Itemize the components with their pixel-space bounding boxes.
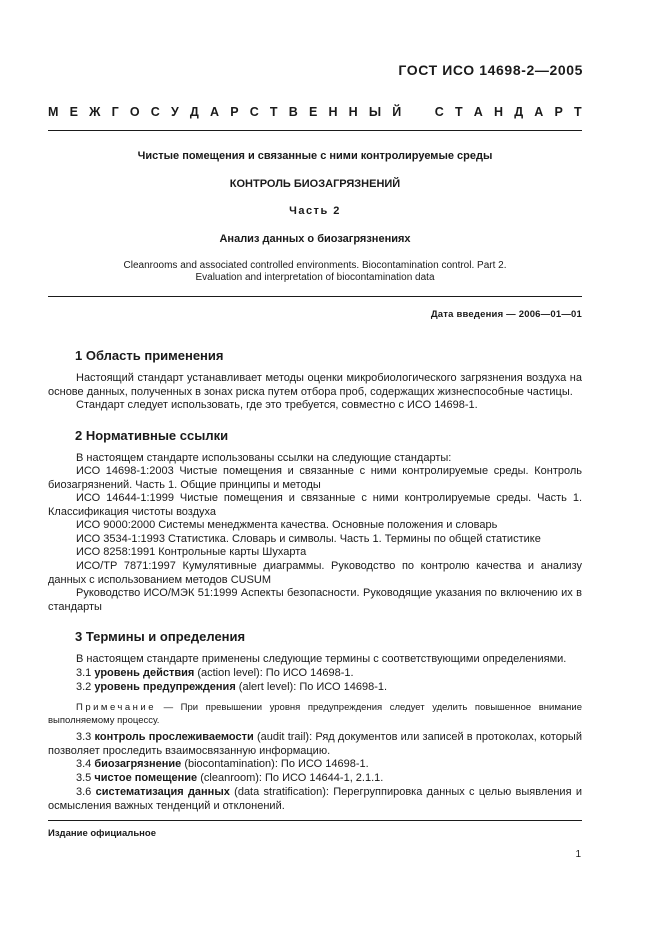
term-definition: (audit trail): Ряд документов или записей в протоколах, который позволяет проследить взаимосвязанную информацию.	[48, 731, 582, 757]
reference-iso-tr-7871: ИСО/ТР 7871:1997 Кумулятивные диаграммы. Руководство по контролю качества и анализу данных с использованием методов CUSUM	[48, 560, 582, 586]
term-definition: (cleanroom): По ИСО 14644-1, 2.1.1.	[197, 772, 384, 784]
title-divider	[48, 296, 582, 297]
official-edition-label: Издание официальное	[48, 828, 156, 839]
term-name: уровень предупреждения	[94, 681, 236, 693]
title-line-1: Чистые помещения и связанные с ними контролируемые среды	[137, 150, 493, 162]
term-3-4	[48, 758, 582, 772]
term-definition: (alert level): По ИСО 14698-1.	[235, 681, 388, 693]
title-part: Часть 2	[289, 205, 341, 217]
banner-letter: Т	[454, 105, 463, 119]
banner-letter: Т	[574, 105, 582, 119]
note	[48, 701, 582, 727]
section-2-heading: 2 Нормативные ссылки	[75, 428, 229, 443]
section-3-heading: 3 Термины и определения	[75, 629, 246, 644]
banner-letter: Ы	[368, 105, 382, 119]
banner-letter: Р	[230, 105, 239, 119]
interstate-standard-banner	[48, 105, 582, 119]
english-title-1: Cleanrooms and associated controlled environments. Biocontamination control. Part 2.	[123, 260, 507, 271]
term-number: 3.2	[76, 681, 92, 693]
term-name: чистое помещение	[94, 772, 198, 784]
reference-iso-14644-1: ИСО 14644-1:1999 Чистые помещения и связанные с ними контролируемые среды. Часть 1. Классификация чистоты воздуха	[48, 492, 582, 518]
title-line-2: КОНТРОЛЬ БИОЗАГРЯЗНЕНИЙ	[229, 178, 401, 190]
english-title-2: Evaluation and interpretation of biocontamination data	[195, 272, 435, 283]
banner-letter: Н	[348, 105, 358, 119]
banner-letter: Т	[269, 105, 278, 119]
banner-letter: Д	[189, 105, 199, 119]
term-number: 3.6	[76, 786, 92, 798]
banner-letter: Е	[308, 105, 318, 119]
introduction-date: Дата введения — 2006—01—01	[430, 309, 582, 320]
term-definition: (biocontamination): По ИСО 14698-1.	[181, 758, 369, 770]
banner-letter: С	[150, 105, 160, 119]
banner-letter: С	[249, 105, 259, 119]
banner-letter: Ж	[89, 105, 101, 119]
term-number: 3.4	[76, 758, 92, 770]
page-number: 1	[575, 849, 581, 860]
banner-letter: Е	[69, 105, 78, 119]
term-number: 3.5	[76, 772, 92, 784]
term-3-6	[48, 786, 582, 813]
banner-letter: Д	[514, 105, 524, 119]
term-name: биозагрязнение	[94, 758, 182, 770]
term-number: 3.3	[76, 731, 92, 743]
term-name: уровень действия	[94, 667, 195, 679]
top-divider	[48, 130, 582, 131]
term-number: 3.1	[76, 667, 92, 679]
banner-letter: С	[434, 105, 444, 119]
banner-letter: Н	[494, 105, 504, 119]
footer-divider	[48, 820, 582, 821]
term-3-2	[48, 681, 582, 695]
banner-letter: А	[473, 105, 483, 119]
banner-letter: У	[170, 105, 179, 119]
standard-code: ГОСТ ИСО 14698-2—2005	[398, 62, 583, 78]
section-3-intro: В настоящем стандарте применены следующие термины с соответствующими определениями.	[76, 653, 567, 665]
reference-iso-3534-1: ИСО 3534-1:1993 Статистика. Словарь и символы. Часть 1. Термины по общей статистике	[76, 533, 541, 545]
banner-letter: Г	[111, 105, 119, 119]
term-3-1	[48, 667, 582, 681]
title-line-4: Анализ данных о биозагрязнениях	[219, 233, 411, 245]
section-1-heading: 1 Область применения	[75, 348, 224, 363]
reference-iso-14698-1: ИСО 14698-1:2003 Чистые помещения и связанные с ними контролируемые среды. Контроль биозагрязнений. Часть 1. Общие принципы и методы	[48, 465, 582, 491]
term-name: контроль прослеживаемости	[94, 731, 254, 743]
banner-letter: Н	[328, 105, 338, 119]
reference-iso-iec-guide-51: Руководство ИСО/МЭК 51:1999 Аспекты безопасности. Руководящие указания по включению их в стандарты	[48, 587, 582, 613]
note-text: — При превышении уровня предупреждения следует уделить повышенное внимание выполняемому процессу.	[48, 702, 582, 726]
banner-letter: О	[129, 105, 140, 119]
term-3-3	[48, 731, 582, 758]
term-name: систематизация данных	[95, 786, 230, 798]
section-1-paragraph-1: Настоящий стандарт устанавливает методы оценки микробиологического загрязнения воздуха на основе данных, полученных в зонах риска путем отбора проб, содержащих жизнеспособные частицы.	[48, 372, 582, 398]
banner-letter: М	[48, 105, 59, 119]
banner-letter: А	[534, 105, 544, 119]
banner-letter: В	[288, 105, 298, 119]
term-definition: (data stratification): Перегруппировка данных с целью выявления и осмысления важных тенденций и отклонений.	[48, 786, 582, 812]
banner-letter: А	[210, 105, 220, 119]
note-label: Примечание	[76, 702, 156, 713]
banner-letter: Р	[554, 105, 563, 119]
reference-iso-9000: ИСО 9000:2000 Системы менеджмента качества. Основные положения и словарь	[76, 519, 498, 531]
section-1-paragraph-2: Стандарт следует использовать, где это требуется, совместно с ИСО 14698-1.	[76, 399, 478, 411]
term-definition: (action level): По ИСО 14698-1.	[194, 667, 354, 679]
term-3-5	[48, 772, 582, 786]
section-2-intro: В настоящем стандарте использованы ссылки на следующие стандарты:	[76, 452, 452, 464]
reference-iso-8258: ИСО 8258:1991 Контрольные карты Шухарта	[76, 546, 307, 558]
banner-letter: Й	[392, 105, 402, 119]
